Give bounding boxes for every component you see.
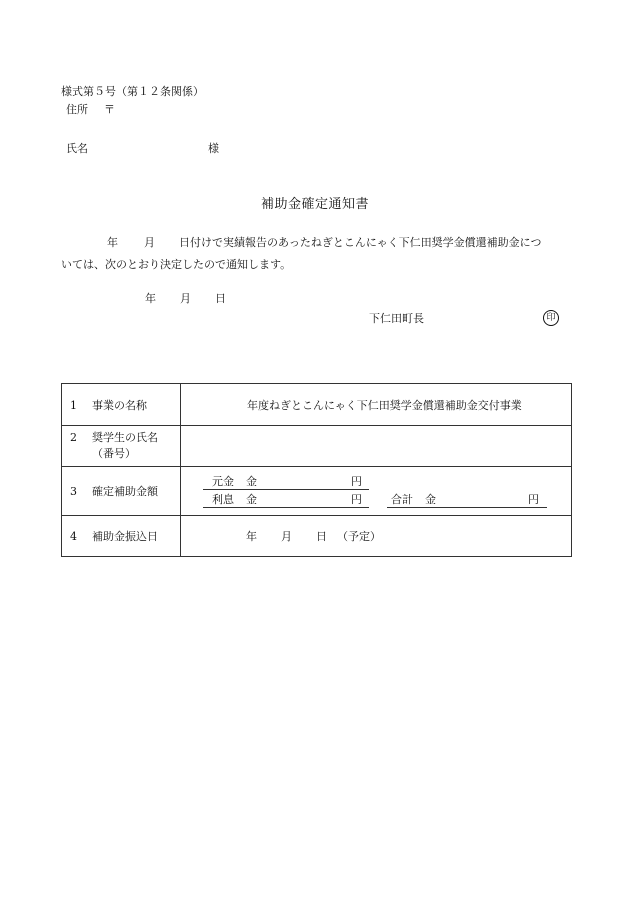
address-label: 住所 xyxy=(66,103,88,116)
principal-line xyxy=(203,476,369,490)
transfer-day: 日 xyxy=(316,530,327,543)
address-line xyxy=(66,104,115,115)
interest-kin: 金 xyxy=(246,493,257,506)
row2-label: 奨学生の氏名 xyxy=(92,431,158,444)
issue-year: 年 xyxy=(145,292,156,305)
table-row xyxy=(62,384,572,426)
seal-mark: 印 xyxy=(543,310,559,326)
project-name: 年度ねぎとこんにゃく下仁田奨学金償還補助金交付事業 xyxy=(247,398,522,412)
row1-number: 1 xyxy=(70,398,77,412)
row3-value-cell xyxy=(181,467,572,516)
total-yen: 円 xyxy=(528,493,539,506)
recipient-name-label: 氏名 xyxy=(66,142,88,155)
total-label: 合計 xyxy=(391,493,413,506)
form-number: 様式第５号（第１２条関係） xyxy=(61,85,204,98)
issuer-title: 下仁田町長 xyxy=(369,312,424,325)
body-day-text: 日付けで実績報告のあったねぎとこんにゃく下仁田奨学金償還補助金につ xyxy=(179,236,542,249)
row2-number: 2 xyxy=(70,431,77,444)
body-paragraph-line1 xyxy=(61,237,541,248)
row4-number: 4 xyxy=(70,530,77,543)
row4-label: 補助金振込日 xyxy=(92,530,158,543)
transfer-note: （予定） xyxy=(337,530,381,543)
details-table xyxy=(61,383,572,557)
row4-label-cell xyxy=(62,516,181,557)
row4-value-cell xyxy=(181,516,572,557)
row1-value-cell xyxy=(181,384,572,426)
total-line xyxy=(387,494,547,508)
row3-label: 確定補助金額 xyxy=(92,485,158,498)
document-title: 補助金確定通知書 xyxy=(260,197,369,212)
interest-line xyxy=(203,494,369,508)
honorific: 様 xyxy=(208,142,219,155)
body-paragraph-line2: いては、次のとおり決定したので通知します。 xyxy=(61,258,292,271)
body-month: 月 xyxy=(144,236,155,249)
issue-day: 日 xyxy=(215,292,226,305)
principal-label: 元金 xyxy=(212,475,234,488)
total-kin: 金 xyxy=(425,493,436,506)
issue-date xyxy=(145,293,226,304)
issue-month: 月 xyxy=(180,292,191,305)
principal-yen: 円 xyxy=(351,475,362,488)
row3-number: 3 xyxy=(70,485,77,498)
row1-label: 事業の名称 xyxy=(92,398,147,412)
row2-sublabel: （番号） xyxy=(92,447,136,460)
row2-label-cell xyxy=(62,426,181,467)
table-row xyxy=(62,516,572,557)
postal-mark: 〒 xyxy=(104,103,115,116)
transfer-year: 年 xyxy=(246,530,257,543)
body-year: 年 xyxy=(107,236,118,249)
row3-label-cell xyxy=(62,467,181,516)
transfer-month: 月 xyxy=(281,530,292,543)
interest-label: 利息 xyxy=(212,493,234,506)
table-row xyxy=(62,426,572,467)
row2-value-cell xyxy=(181,426,572,467)
row1-label-cell xyxy=(62,384,181,426)
table-row xyxy=(62,467,572,516)
principal-kin: 金 xyxy=(246,475,257,488)
interest-yen: 円 xyxy=(351,493,362,506)
